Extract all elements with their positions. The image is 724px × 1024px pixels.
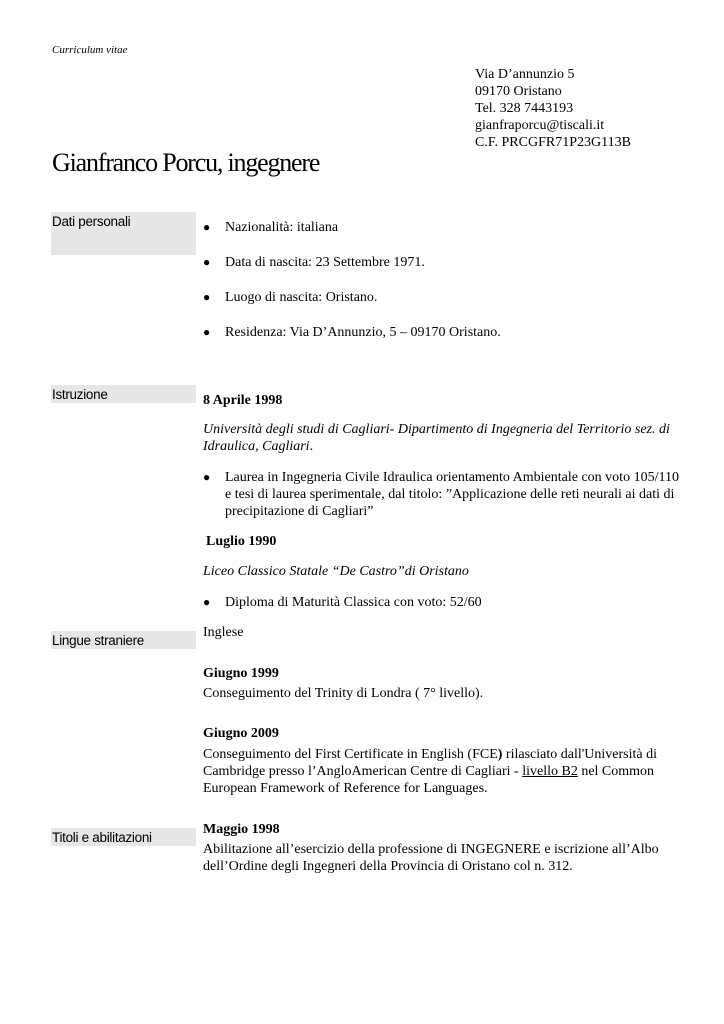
language-date: Giugno 1999 [203,666,279,681]
contact-address: Via D’annunzio 5 [475,67,575,82]
certificate-text: rilasciato dall'Università di Cambridge presso l’AngloAmerican Centre di Cagliari - [203,747,657,779]
education-diploma: Diploma di Maturità Classica con voto: 52/60 [225,595,482,610]
section-label-personal: Dati personali [51,212,196,255]
personal-birth-date: Data di nascita: 23 Settembre 1971. [225,255,425,270]
bullet-icon: ● [203,255,211,269]
bullet-icon: ● [203,290,211,304]
person-name: Gianfranco Porcu, ingegnere [52,148,320,177]
contact-city: 09170 Oristano [475,84,562,99]
education-institution: Liceo Classico Statale “De Castro”di Oristano [203,564,469,579]
certificate-level: livello B2 [522,764,578,779]
certificate-paren: ) [497,747,503,762]
institution-name: Università degli studi di Cagliari- Dipartimento di Ingegneria del Territorio sez. di Idraulica, Cagliari [203,422,670,454]
bullet-icon: ● [203,470,211,484]
contact-email: gianfraporcu@tiscali.it [475,118,605,133]
certificate-text: nel Common European Framework of Reference for Languages. [203,764,655,796]
title-date: Maggio 1998 [203,822,280,837]
personal-nationality: Nazionalità: italiana [225,220,339,235]
document-type-note: Curriculum vitae [52,44,128,56]
bullet-icon: ● [203,220,211,234]
language-date: Giugno 2009 [203,726,279,741]
section-label-languages: Lingue straniere [51,631,196,649]
education-degree: Laurea in Ingegneria Civile Idraulica orientamento Ambientale con voto 105/110 e tesi di laurea sperimentale, dal titolo: ”Applicazione delle reti neurali ai dati di precipitazione di Cagliari” [225,470,679,519]
title-text: Abilitazione all’esercizio della professione di INGEGNERE e iscrizione all’Albo dell’Ordine degli Ingegneri della Provincia di Oristano col n. 312. [203,842,659,874]
language-certificate [203,746,683,797]
contact-fiscal-code: C.F. PRCGFR71P23G113B [475,135,631,150]
contact-phone: Tel. 328 7443193 [475,101,574,116]
personal-residence: Residenza: Via D’Annunzio, 5 – 09170 Oristano. [225,325,501,340]
personal-birth-place: Luogo di nascita: Oristano. [225,290,378,305]
language-certificate: Conseguimento del Trinity di Londra ( 7° livello). [203,686,484,701]
contact-block [475,66,631,151]
language-name: Inglese [203,625,244,640]
certificate-text: Conseguimento del First Certificate in English (FCE [203,747,498,762]
education-date: 8 Aprile 1998 [203,393,283,408]
bullet-icon: ● [203,595,211,609]
institution-suffix: . [309,439,314,454]
education-institution [203,421,683,455]
section-label-education: Istruzione [51,385,196,403]
education-date: Luglio 1990 [206,534,277,549]
section-label-titles: Titoli e abilitazioni [51,828,196,846]
bullet-icon: ● [203,325,211,339]
